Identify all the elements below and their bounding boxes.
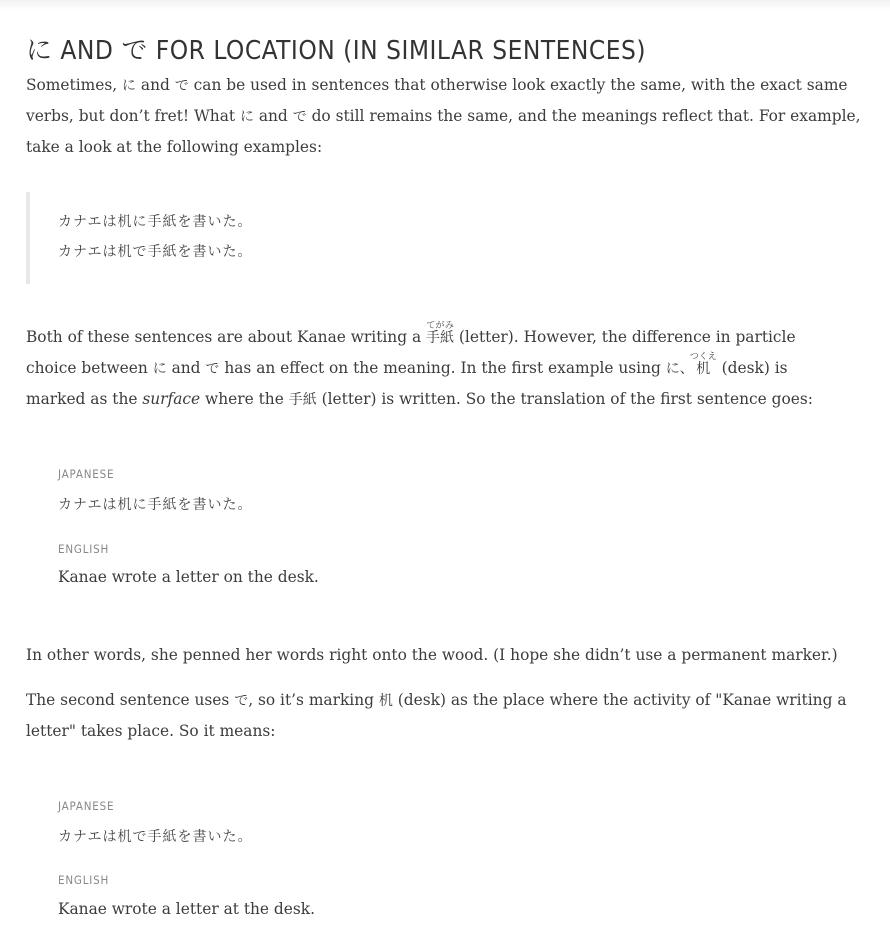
explain-text-4: has an effect on the meaning. In the first example using: [219, 359, 666, 377]
quote-sentence-de: カナエは机で手紙を書いた。: [58, 244, 253, 260]
example2-english-label: ENGLISH: [58, 873, 110, 887]
particle-de: で: [292, 109, 307, 125]
example2-japanese-sentence: カナエは机で手紙を書いた。: [58, 829, 253, 845]
intro-text-5: do still remains the same, and the meanings reflect that. For example, take a look at the following examples:: [26, 107, 861, 156]
particle-de: で: [205, 361, 220, 377]
second-text-2: , so it’s marking: [248, 691, 379, 709]
second-text-3: (desk) as the place where the activity of "Kanae writing a letter" takes place. So it means:: [26, 691, 847, 740]
second-text-1: The second sentence uses: [26, 691, 235, 709]
tsukue-ruby: [689, 352, 717, 377]
example1-english-label: ENGLISH: [58, 542, 110, 556]
particle-ni: に: [122, 78, 137, 94]
explain-text-7: (letter) is written. So the translation of the first sentence goes:: [316, 390, 813, 408]
explain-text-3: and: [166, 359, 206, 377]
particle-ni: に: [239, 109, 254, 125]
intro-text-1: Sometimes,: [26, 76, 123, 94]
other-words-paragraph: In other words, she penned her words right onto the wood. (I hope she didn’t use a permanent marker.): [26, 646, 838, 664]
tsukue-kanji: 机: [378, 693, 393, 709]
particle-ni: に: [152, 361, 167, 377]
intro-text-4: and: [253, 107, 293, 125]
blockquote-bar: [26, 192, 30, 284]
particle-ni: に、: [665, 361, 694, 377]
intro-text-2: and: [136, 76, 175, 94]
surface-emphasis: surface: [142, 390, 201, 408]
explain-text-5: (desk) is marked as the: [26, 359, 788, 408]
example2-japanese-label: JAPANESE: [58, 799, 115, 813]
explain-text-6: where the: [200, 390, 289, 408]
tegami-kanji: 手紙: [426, 330, 455, 346]
section-heading: に AND で FOR LOCATION (IN SIMILAR SENTENCES): [26, 36, 646, 66]
explain-text-2: (letter). However, the difference in particle choice between: [26, 328, 796, 377]
tegami-furigana: てがみ: [426, 321, 455, 331]
explanation-paragraph: [26, 321, 841, 415]
explain-text-1: Both of these sentences are about Kanae writing a: [26, 328, 427, 346]
second-sentence-paragraph: [26, 685, 866, 746]
example1-japanese-sentence: カナエは机に手紙を書いた。: [58, 497, 253, 513]
particle-de: で: [174, 78, 189, 94]
intro-text-3: can be used in sentences that otherwise look exactly the same, with the exact same verbs, but don’t fret! What: [26, 76, 848, 125]
example1-japanese-label: JAPANESE: [58, 467, 115, 481]
intro-paragraph: [26, 70, 866, 162]
tegami-ruby: [426, 321, 455, 346]
tsukue-kanji: 机: [689, 361, 717, 377]
quote-sentence-ni: カナエは机に手紙を書いた。: [58, 214, 253, 230]
tegami-kanji: 手紙: [288, 392, 317, 408]
top-shadow: [0, 0, 890, 10]
particle-de: で: [234, 693, 249, 709]
tsukue-furigana: つくえ: [689, 352, 717, 362]
example2-english-sentence: Kanae wrote a letter at the desk.: [58, 900, 315, 918]
example1-english-sentence: Kanae wrote a letter on the desk.: [58, 568, 319, 586]
